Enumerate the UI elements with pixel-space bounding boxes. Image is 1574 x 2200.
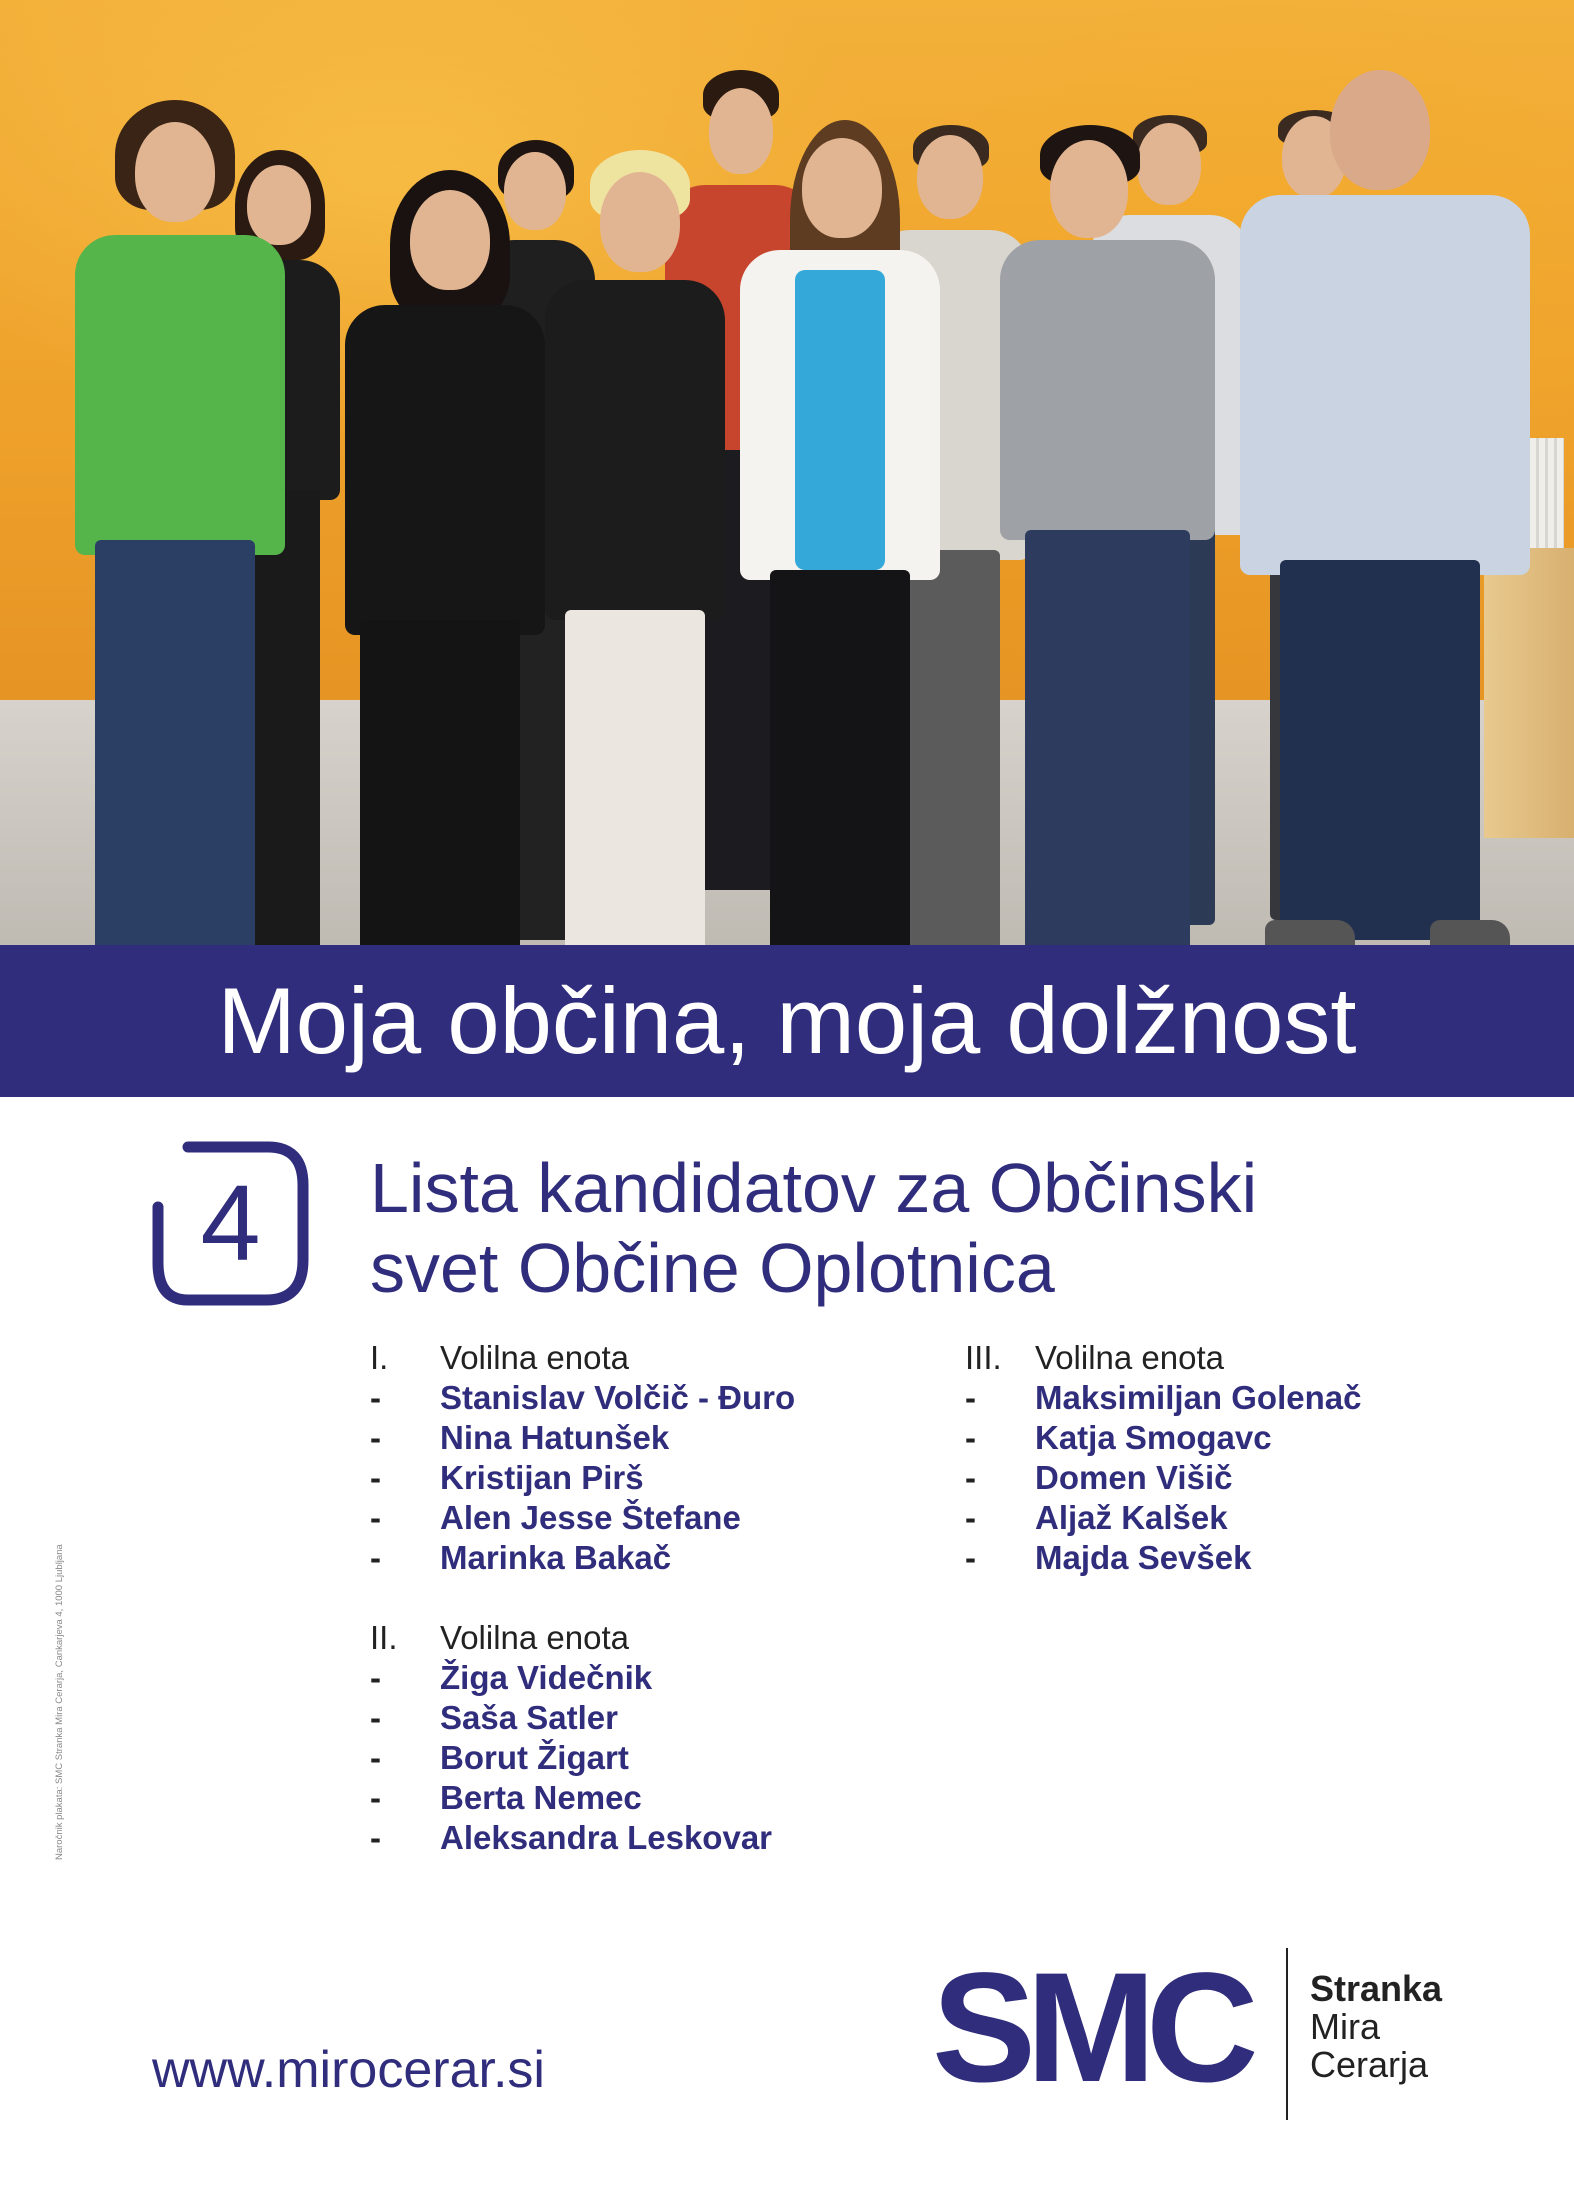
district-2 [370, 1618, 772, 1858]
dash: - [370, 1779, 381, 1816]
smc-logo: SMC [932, 1941, 1249, 2115]
party-name [1310, 1970, 1442, 2084]
dash: - [370, 1739, 381, 1776]
district-1 [370, 1338, 795, 1578]
district-header [965, 1338, 1361, 1378]
candidate-name: Domen Višič [1035, 1459, 1233, 1496]
candidate-row [370, 1458, 795, 1498]
candidate-name: Žiga Videčnik [440, 1659, 653, 1696]
dash: - [370, 1459, 381, 1496]
slogan: Moja občina, moja dolžnost [217, 968, 1357, 1073]
candidate-name: Borut Žigart [440, 1739, 629, 1776]
candidate-row [370, 1738, 772, 1778]
list-number-badge [148, 1135, 313, 1310]
website-link[interactable]: www.mirocerar.si [152, 2041, 545, 2099]
candidate-name: Saša Satler [440, 1699, 618, 1736]
list-title [370, 1148, 1470, 1308]
candidate-name: Alen Jesse Štefane [440, 1499, 741, 1536]
candidate-name: Maksimiljan Golenač [1035, 1379, 1362, 1416]
list-title-line-2: svet Občine Oplotnica [370, 1229, 1055, 1307]
party-name-line-2: Mira [1310, 2006, 1380, 2047]
district-label: Volilna enota [440, 1619, 629, 1656]
cabinet [1484, 548, 1574, 838]
candidate-name: Marinka Bakač [440, 1539, 672, 1576]
candidate-name: Aljaž Kalšek [1035, 1499, 1228, 1536]
dash: - [965, 1539, 976, 1576]
dash: - [370, 1659, 381, 1696]
candidate-row [370, 1778, 772, 1818]
candidate-row [965, 1378, 1361, 1418]
list-title-line-1: Lista kandidatov za Občinski [370, 1149, 1258, 1227]
dash: - [370, 1499, 381, 1536]
candidate-name: Katja Smogavc [1035, 1419, 1272, 1456]
party-name-line-3: Cerarja [1310, 2044, 1429, 2085]
candidate-row [370, 1498, 795, 1538]
district-header [370, 1338, 795, 1378]
district-3 [965, 1338, 1361, 1578]
district-numeral: III. [965, 1339, 1002, 1376]
candidate-row [965, 1458, 1361, 1498]
candidate-row [370, 1378, 795, 1418]
candidate-row [370, 1418, 795, 1458]
candidate-row [965, 1418, 1361, 1458]
district-numeral: II. [370, 1619, 398, 1656]
list-number: 4 [200, 1162, 261, 1283]
dash: - [370, 1379, 381, 1416]
dash: - [370, 1539, 381, 1576]
candidate-row [370, 1538, 795, 1578]
candidate-name: Berta Nemec [440, 1779, 642, 1816]
slogan-banner [0, 945, 1574, 1097]
poster-imprint: Naročnik plakata: SMC Stranka Mira Cerarja, Cankarjeva 4, 1000 Ljubljana [54, 1544, 65, 1860]
district-label: Volilna enota [1035, 1339, 1224, 1376]
candidate-name: Kristijan Pirš [440, 1459, 644, 1496]
candidate-name: Majda Sevšek [1035, 1539, 1252, 1576]
dash: - [370, 1419, 381, 1456]
dash: - [965, 1419, 976, 1456]
candidate-name: Nina Hatunšek [440, 1419, 670, 1456]
candidate-row [370, 1658, 772, 1698]
candidate-row [370, 1698, 772, 1738]
district-numeral: I. [370, 1339, 389, 1376]
candidate-name: Stanislav Volčič - Đuro [440, 1379, 796, 1416]
candidate-row [965, 1538, 1361, 1578]
dash: - [370, 1819, 381, 1856]
candidate-row [965, 1498, 1361, 1538]
group-photo [0, 0, 1574, 945]
party-name-line-1: Stranka [1310, 1968, 1443, 2009]
dash: - [370, 1699, 381, 1736]
candidate-name: Aleksandra Leskovar [440, 1819, 773, 1856]
logo-divider [1286, 1948, 1288, 2120]
district-label: Volilna enota [440, 1339, 629, 1376]
district-header [370, 1618, 772, 1658]
dash: - [965, 1379, 976, 1416]
dash: - [965, 1459, 976, 1496]
dash: - [965, 1499, 976, 1536]
candidate-row [370, 1818, 772, 1858]
